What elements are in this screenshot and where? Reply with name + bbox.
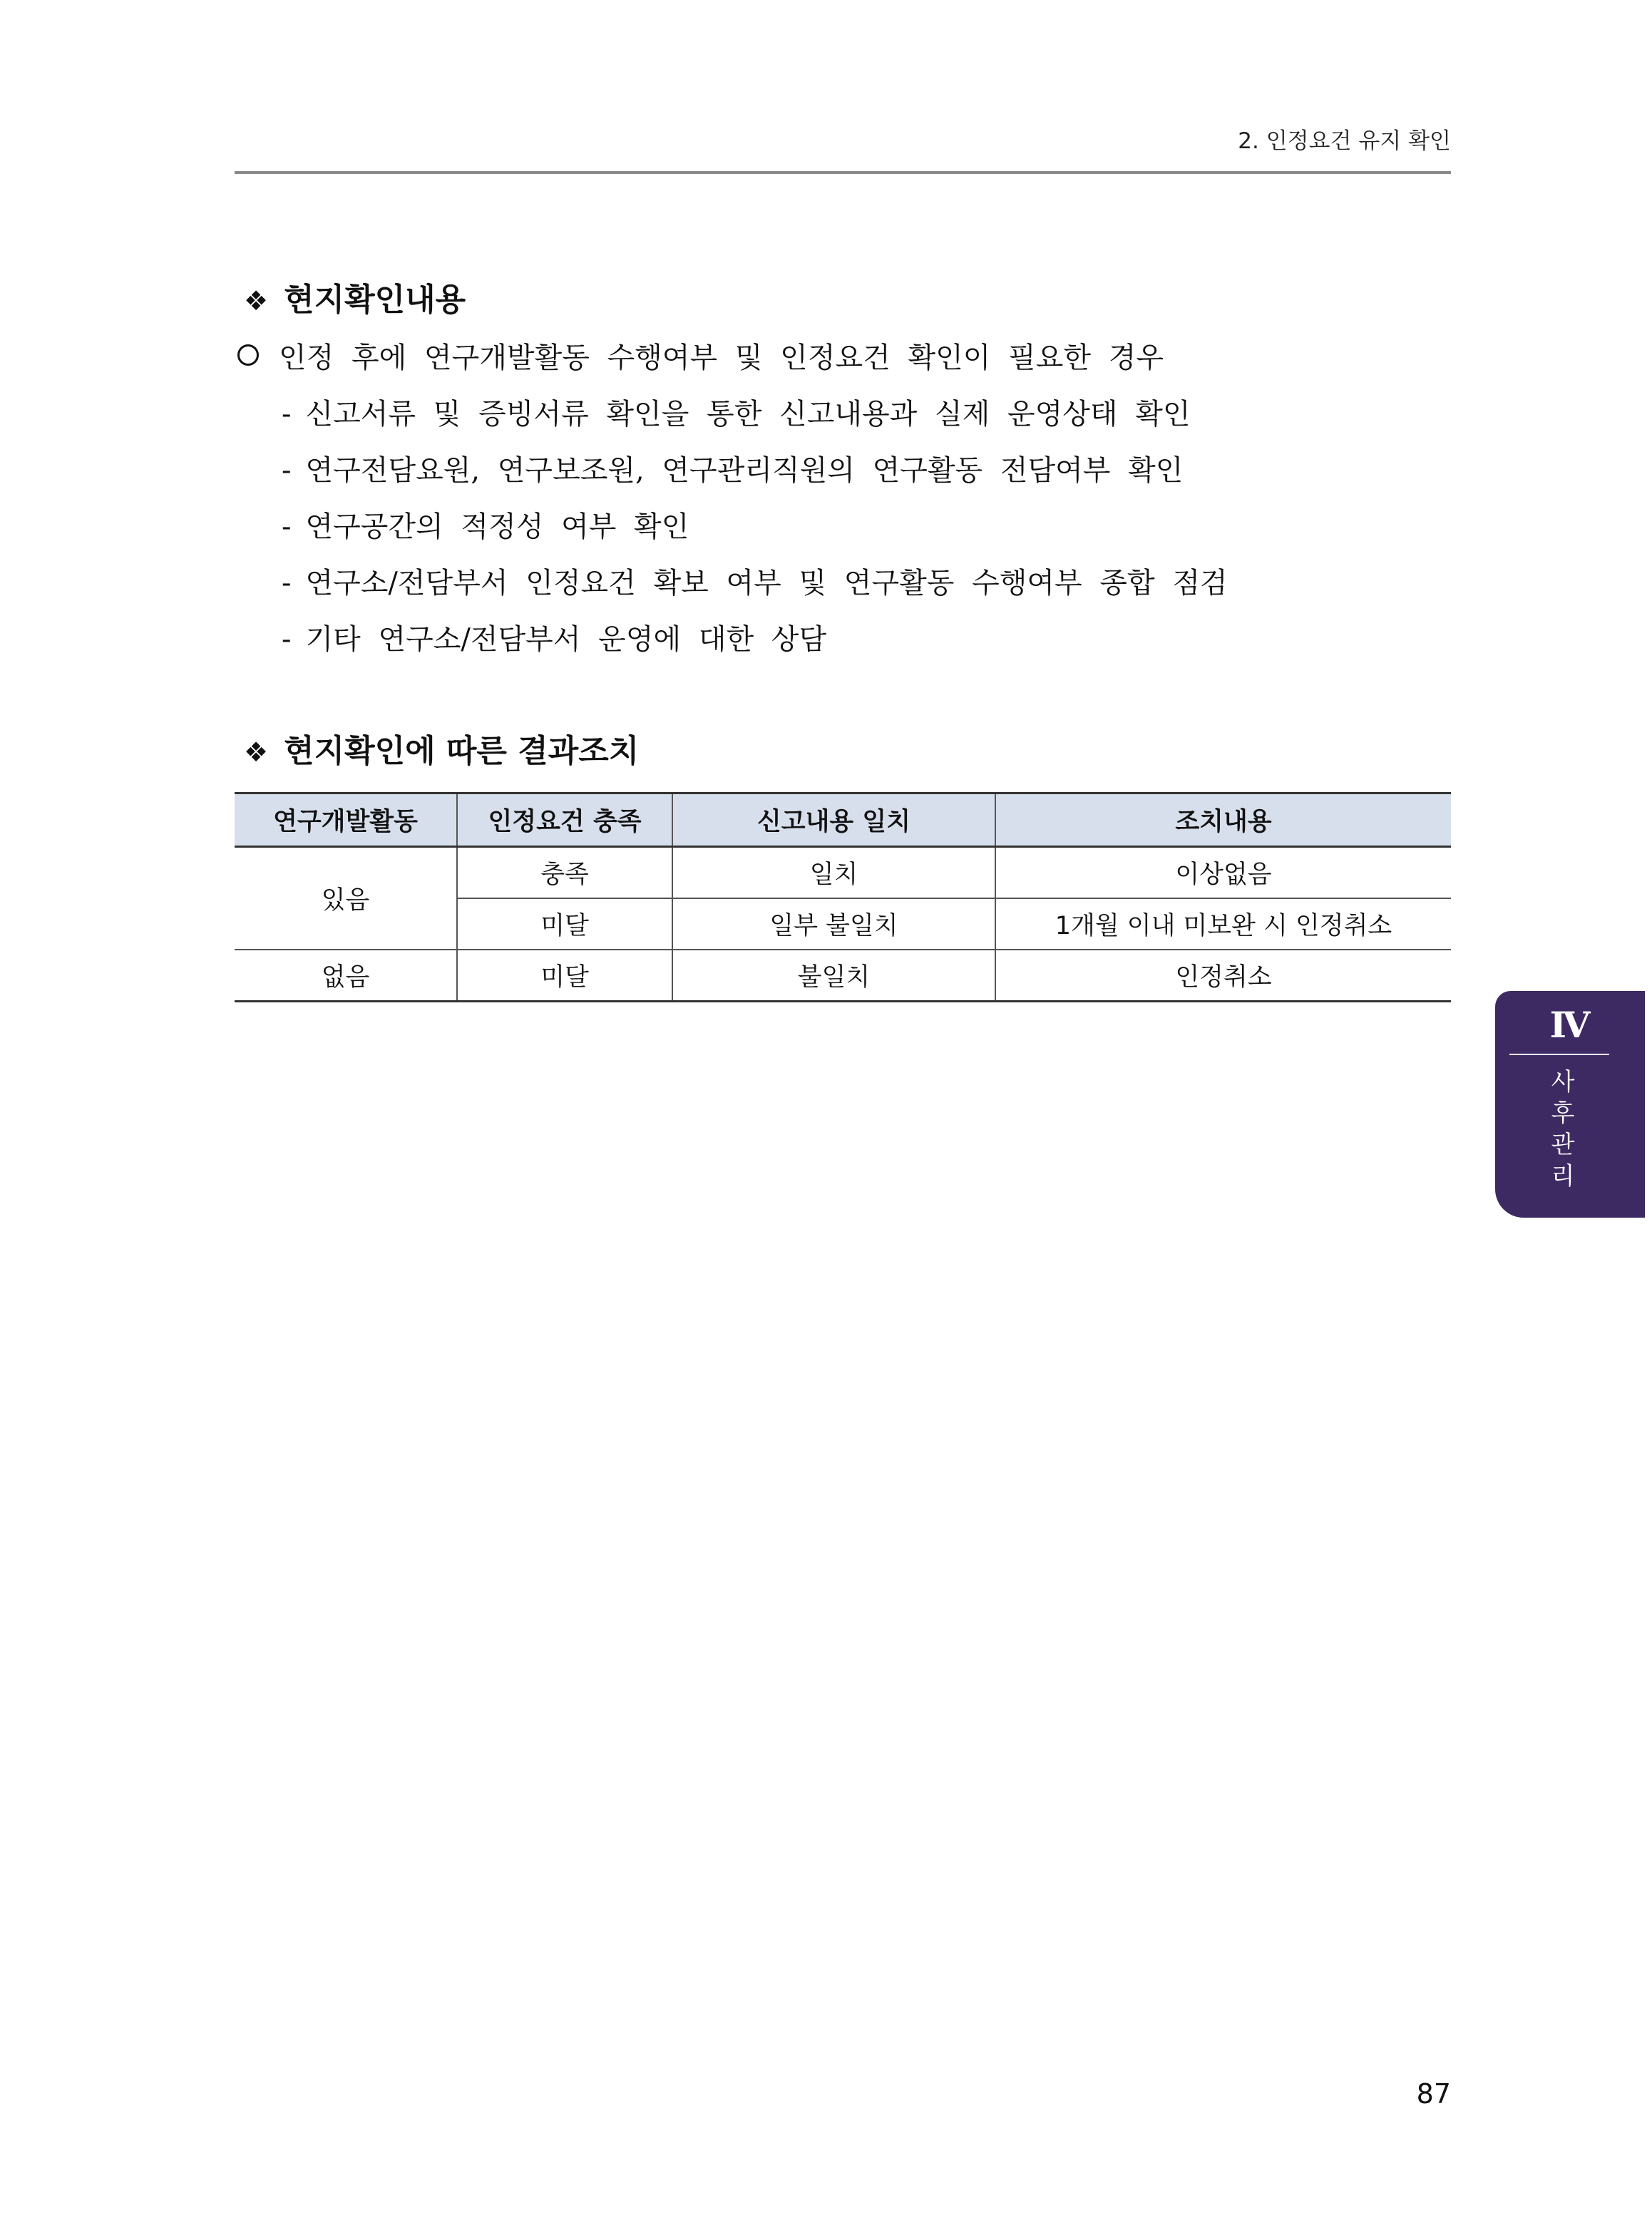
table-cell: 일부 불일치	[672, 898, 995, 950]
table-cell: 충족	[457, 847, 672, 899]
table-cell: 불일치	[672, 950, 995, 1002]
circle-bullet-icon	[237, 344, 259, 366]
column-header: 인정요건 충족	[457, 793, 672, 847]
chapter-title	[1495, 1068, 1631, 1191]
dash-bullet: -	[282, 623, 292, 656]
diamond-bullet-icon: ❖	[244, 285, 269, 317]
chapter-numeral: Ⅳ	[1549, 1004, 1591, 1046]
table-cell: 이상없음	[995, 847, 1451, 899]
list-item	[282, 391, 1191, 432]
list-item-text: 연구전담요원, 연구보조원, 연구관리직원의 연구활동 전담여부 확인	[305, 454, 1184, 487]
table-cell: 일치	[672, 847, 995, 899]
list-item	[282, 617, 826, 657]
column-header: 연구개발활동	[235, 793, 457, 847]
table-cell: 있음	[235, 847, 457, 950]
chapter-title-char: 관	[1551, 1131, 1575, 1159]
section-title: 현지확인에 따른 결과조치	[284, 733, 640, 769]
dash-bullet: -	[282, 398, 292, 431]
dash-bullet: -	[282, 454, 292, 487]
table-cell: 미달	[457, 898, 672, 950]
list-item	[282, 448, 1183, 488]
table-header-row	[235, 793, 1451, 847]
list-item-text: 기타 연구소/전담부서 운영에 대한 상담	[305, 623, 827, 656]
header-divider	[235, 171, 1451, 174]
chapter-tab	[1495, 991, 1645, 1218]
chapter-title-char: 후	[1551, 1099, 1575, 1128]
column-header: 신고내용 일치	[672, 793, 995, 847]
chapter-tab-divider	[1509, 1054, 1609, 1055]
dash-bullet: -	[282, 567, 292, 600]
section-heading-site-check	[244, 274, 466, 319]
list-item	[282, 504, 689, 545]
main-item-text: 인정 후에 연구개발활동 수행여부 및 인정요건 확인이 필요한 경우	[279, 341, 1164, 374]
section-title: 현지확인내용	[284, 282, 466, 318]
diamond-bullet-icon: ❖	[244, 736, 269, 768]
list-item-text: 연구소/전담부서 인정요건 확보 여부 및 연구활동 수행여부 종합 점검	[305, 567, 1228, 600]
list-item-text: 연구공간의 적정성 여부 확인	[305, 510, 689, 543]
dash-bullet: -	[282, 510, 292, 543]
column-header: 조치내용	[995, 793, 1451, 847]
section-heading-result-actions	[244, 725, 639, 771]
page-number: 87	[1416, 2078, 1451, 2110]
chapter-title-char: 사	[1551, 1068, 1575, 1096]
table-cell: 1개월 이내 미보완 시 인정취소	[995, 898, 1451, 950]
list-item	[282, 560, 1228, 601]
table-row	[235, 950, 1451, 1002]
table-row	[235, 847, 1451, 899]
table-cell: 없음	[235, 950, 457, 1002]
main-item	[237, 335, 1164, 376]
table-cell: 미달	[457, 950, 672, 1002]
list-item-text: 신고서류 및 증빙서류 확인을 통한 신고내용과 실제 운영상태 확인	[305, 398, 1191, 431]
result-actions-table	[235, 792, 1451, 1002]
chapter-title-char: 리	[1551, 1162, 1575, 1191]
running-header: 2. 인정요건 유지 확인	[1238, 128, 1451, 154]
table-cell: 인정취소	[995, 950, 1451, 1002]
